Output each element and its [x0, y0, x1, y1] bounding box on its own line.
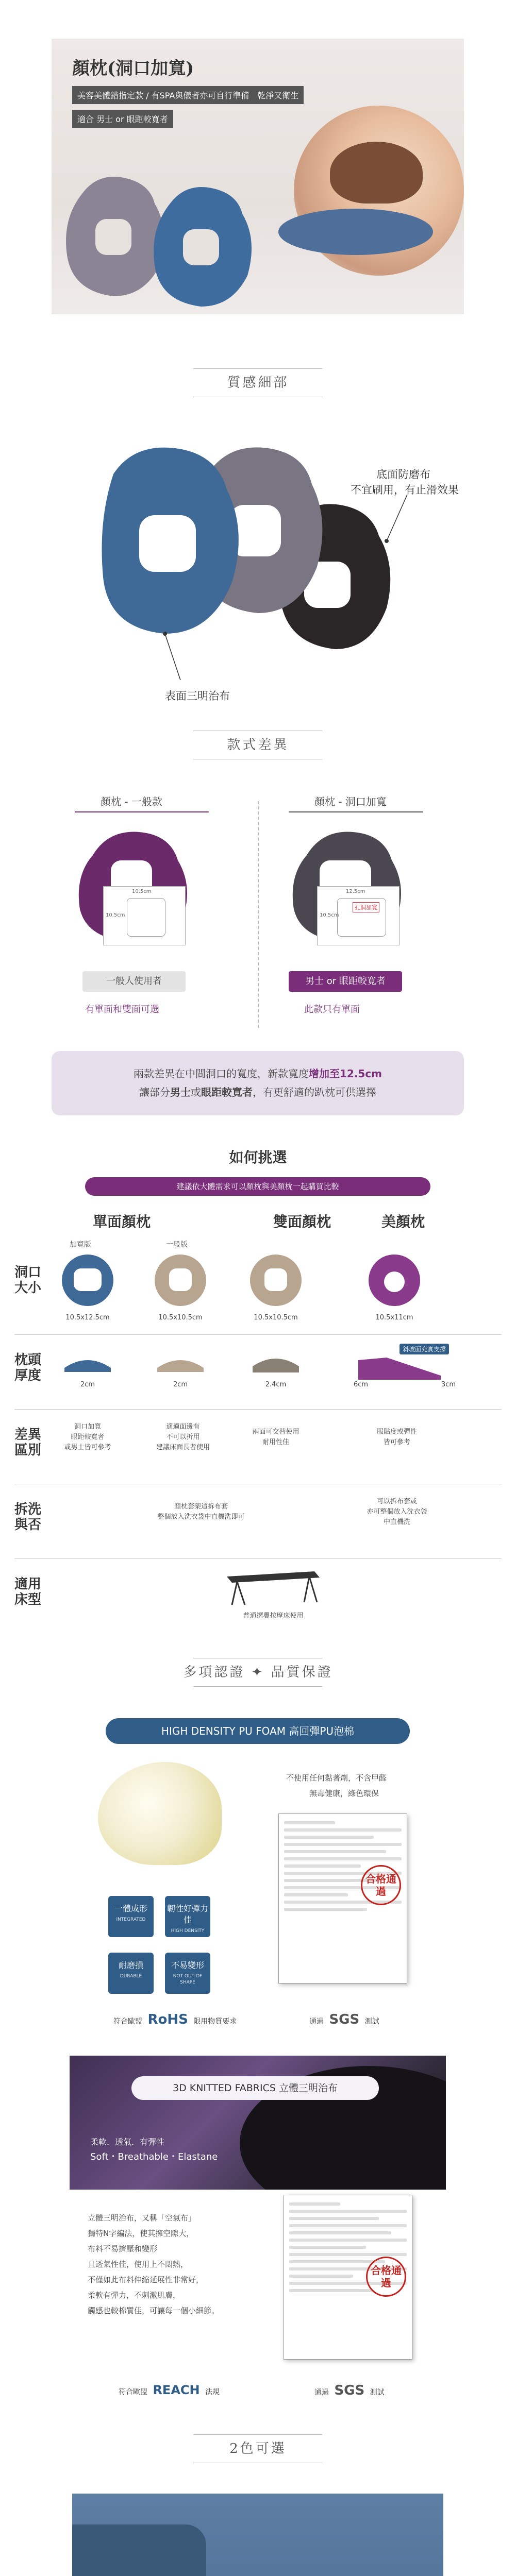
style-left-hole: [127, 898, 165, 937]
pass-stamp-2: 合格通過: [366, 2257, 406, 2297]
hero-pillow-image: [278, 209, 433, 255]
foam-desc-1: 不使用任何黏著劑，不含甲醛: [286, 1773, 387, 1783]
sgs-line-1: 通過 SGS 測試: [309, 2012, 379, 2027]
style-dashed-divider: [258, 801, 259, 1028]
fabric-banner: 3D KNITTED FABRICS 立體三明治布: [131, 2076, 379, 2100]
section-title-choose: 如何挑選: [229, 1149, 287, 1166]
hole-pillow-4: [366, 1252, 423, 1309]
thick-tag: 斜坡面充實支撐: [400, 1344, 449, 1354]
section-title-styles: 款式差異: [227, 737, 289, 753]
diff-2: 適適面邊有 不可以折用 建議床面長者使用: [156, 1423, 210, 1451]
hero-title: 顏枕(洞口加寬): [72, 58, 194, 79]
badge-integrated: 一體成形 INTEGRATED: [108, 1896, 154, 1937]
hole-pillow-3: [247, 1252, 304, 1309]
note-line-1: 兩款差異在中間洞口的寬度，新款寬度增加至12.5cm: [133, 1067, 382, 1080]
fabric-tag-1: 柔軟．透氣．有彈性: [90, 2137, 165, 2147]
row-label-hole: 洞口大小: [14, 1265, 42, 1296]
thick-pillow-4: [356, 1355, 443, 1381]
wash-common: 顏枕套架這拆布套 整個放入洗衣袋中直機洗即可: [157, 1503, 245, 1521]
hole-size-3: 10.5x10.5cm: [254, 1314, 298, 1321]
thick-value-4b: 3cm: [441, 1381, 456, 1388]
sub-wide: 加寬版: [70, 1241, 91, 1249]
hero-desc-2: 適合 男士 or 眼距較寬者: [72, 110, 173, 128]
note-box: [52, 1051, 464, 1115]
thick-pillow-1: [62, 1352, 113, 1373]
hero-desc-1: 美容美體錯指定款 / 有SPA與儀者亦可自行準備 乾淨又衛生: [72, 86, 304, 104]
style-right-underline: [289, 811, 423, 812]
texture-note-bottom-1: 底面防磨布: [376, 468, 430, 481]
style-right-tag: 男士 or 眼距較寬者: [289, 971, 402, 992]
diff-1: 洞口加寬 眼距較寬者 或男士皆可參考: [64, 1423, 111, 1451]
section-title-cert: 多項認證 ✦ 品質保證: [183, 1665, 333, 1680]
hero-pillows-image: [52, 162, 299, 314]
style-right-hole-label: 孔洞加寬: [353, 902, 379, 912]
reach-line: 符合歐盟 REACH 法規: [119, 2383, 220, 2397]
col-double: 雙面顏枕: [273, 1213, 331, 1230]
col-single: 單面顏枕: [93, 1213, 151, 1230]
foam-banner: HIGH DENSITY PU FOAM 高回彈PU泡棉: [106, 1718, 410, 1744]
texture-pillows-image: [98, 422, 418, 711]
thick-value-2: 2cm: [173, 1381, 188, 1388]
divider-line: [193, 1686, 322, 1687]
hero-banner: [52, 39, 464, 314]
hole-size-1: 10.5x12.5cm: [65, 1314, 110, 1321]
row-label-wash: 拆洗與否: [14, 1502, 42, 1533]
section-title-texture: 質感細部: [227, 375, 289, 391]
style-right-diagram: [317, 886, 400, 945]
row-divider: [14, 1409, 502, 1410]
divider-line: [193, 2434, 322, 2435]
foam-image: [98, 1762, 222, 1865]
style-left-dim-top: 10.5cm: [132, 889, 152, 894]
style-left-diagram: [103, 886, 186, 945]
style-right-dim-side: 10.5cm: [320, 912, 339, 918]
massage-bed-image: [222, 1566, 325, 1607]
wash-beauty: 可以拆布套或 亦可整個放入洗衣袋 中直機洗: [367, 1498, 427, 1526]
badge-not-out-of-shape: 不易變形 NOT OUT OF SHAPE: [165, 1953, 210, 1994]
col-beauty: 美顏枕: [381, 1213, 425, 1230]
texture-note-top: 表面三明治布: [165, 690, 230, 702]
foam-desc-2: 無毒健康，綠色環保: [309, 1789, 379, 1798]
style-left-tag: 一般人使用者: [82, 971, 186, 992]
style-left-sub: 有單面和雙面可選: [85, 1004, 159, 1015]
style-left-underline: [75, 811, 209, 812]
hole-size-2: 10.5x10.5cm: [158, 1314, 203, 1321]
thick-value-1: 2cm: [80, 1381, 95, 1388]
hero-hair-image: [330, 142, 423, 204]
rohs-line: 符合歐盟 RoHS 限用物質要求: [113, 2012, 237, 2027]
texture-note-bottom-2: 不宜刷用，有止滑效果: [351, 484, 459, 496]
sub-normal: 一般版: [166, 1241, 188, 1249]
hole-pillow-1: [59, 1252, 116, 1309]
row-divider: [14, 1558, 502, 1559]
fabric-desc: 立體三明治布，又稱「空氣布」 獨特N字編法，使其擁空隙大， 布料不易擠壓和變形 且透氣性佳，使用上不悶熱， 不僅如此布料伸縮延展性非常好， 柔軟有彈力，不刺激肌膚， 觸感也較棉質佳，可讓每一個小細節。: [88, 2213, 220, 2315]
hole-pillow-2: [152, 1252, 209, 1309]
row-label-diff: 差異區別: [14, 1427, 42, 1458]
row-divider: [14, 1334, 502, 1335]
style-left-label: 顏枕 - 一般款: [101, 795, 162, 808]
sgs-line-2: 通過 SGS 測試: [314, 2383, 385, 2398]
hole-size-4: 10.5x11cm: [375, 1314, 413, 1321]
bed-note: 普通摺疊按摩床使用: [243, 1612, 304, 1620]
style-left-dim-side: 10.5cm: [106, 912, 125, 918]
style-right-label: 顏枕 - 洞口加寬: [314, 795, 387, 808]
pass-stamp-1: 合格通過: [361, 1865, 401, 1905]
thick-pillow-2: [155, 1352, 206, 1373]
choose-banner: 建議依大體需求可以顏枕與美顏枕一起購買比較: [85, 1177, 430, 1196]
note-line-2: 讓部分男士或眼距較寬者，有更舒適的趴枕可供選擇: [139, 1086, 376, 1098]
style-right-sub: 此款只有單面: [304, 1004, 360, 1015]
style-right-dim-top: 12.5cm: [346, 889, 365, 894]
row-label-bed: 適用床型: [14, 1577, 42, 1607]
thick-value-3: 2.4cm: [265, 1381, 287, 1388]
diff-3: 兩面可交替使用 耐用性佳: [252, 1428, 299, 1446]
badge-durable: 耐磨損 DURABLE: [108, 1953, 154, 1994]
row-label-thick: 枕頭厚度: [14, 1352, 42, 1383]
fabric-image: [70, 2056, 446, 2190]
diff-4: 服貼度或彈性 皆可參考: [376, 1428, 417, 1446]
thick-pillow-3: [250, 1351, 302, 1374]
fabric-tag-2: Soft・Breathable・Elastane: [90, 2151, 218, 2162]
badge-high-density: 韌性好彈力佳 HIGH DENSITY: [165, 1896, 210, 1937]
section-title-colors: 2色可選: [229, 2441, 287, 2456]
thick-value-4a: 6cm: [353, 1381, 369, 1388]
color-swatch-blue: [72, 2494, 443, 2576]
divider-line: [193, 368, 322, 369]
